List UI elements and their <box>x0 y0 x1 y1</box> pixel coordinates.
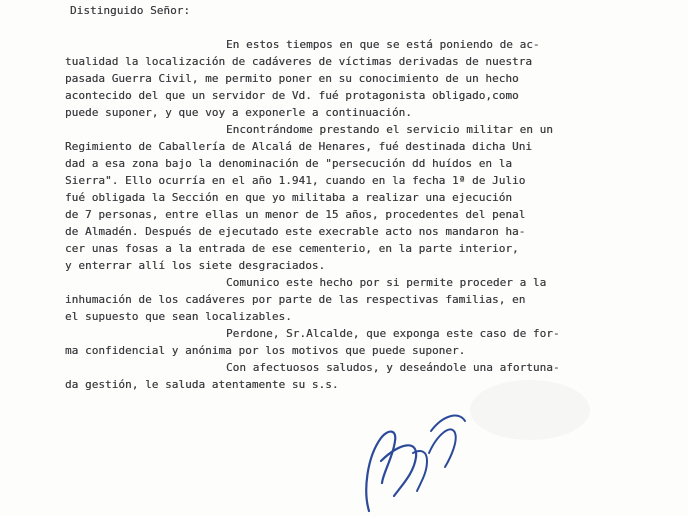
letter-salutation: Distinguido Señor: <box>70 4 191 17</box>
letter-line: de Almadén. Después de ejecutado este execrable acto nos mandaron ha- <box>65 225 526 238</box>
letter-line: inhumación de los cadáveres por parte de las respectivas familias, en <box>65 293 526 306</box>
paper-stain <box>470 380 590 440</box>
letter-line: y enterrar allí los siete desgraciados. <box>65 259 326 272</box>
letter-line: fué obligada la Sección en que yo militaba a realizar una ejecución <box>65 191 513 204</box>
letter-line: da gestión, le saluda atentamente su s.s. <box>65 378 339 391</box>
letter-line: Encontrándome prestando el servicio militar en un <box>226 123 553 136</box>
letter-line: Perdone, Sr.Alcalde, que exponga este caso de for- <box>226 327 560 340</box>
letter-line: dad a esa zona bajo la denominación de "persecución dd huídos en la <box>65 157 513 170</box>
letter-line: de 7 personas, entre ellas un menor de 15 años, procedentes del penal <box>65 208 526 221</box>
letter-line: Comunico este hecho por si permite proceder a la <box>226 276 547 289</box>
letter-line: En estos tiempos en que se está poniendo de ac- <box>226 38 540 51</box>
letter-line: Con afectuosos saludos, y deseándole una afortuna- <box>226 361 560 374</box>
letter-line: ma confidencial y anónima por los motivos que puede suponer. <box>65 344 466 357</box>
letter-line: el supuesto que sean localizables. <box>65 310 292 323</box>
letter-line: puede suponer, y que voy a exponerle a continuación. <box>65 106 412 119</box>
letter-line: tualidad la localización de cadáveres de víctimas derivadas de nuestra <box>65 55 533 68</box>
letter-line: cer unas fosas a la entrada de ese cementerio, en la parte interior, <box>65 242 519 255</box>
letter-line: Sierra". Ello ocurría en el año 1.941, cuando en la fecha 1ª de Julio <box>65 174 526 187</box>
handwritten-signature <box>355 405 475 516</box>
letter-line: acontecido del que un servidor de Vd. fué protagonista obligado,como <box>65 89 519 102</box>
letter-line: pasada Guerra Civil, me permito poner en su conocimiento de un hecho <box>65 72 519 85</box>
letter-line: Regimiento de Caballería de Alcalá de Henares, fué destinada dicha Uni <box>65 140 533 153</box>
